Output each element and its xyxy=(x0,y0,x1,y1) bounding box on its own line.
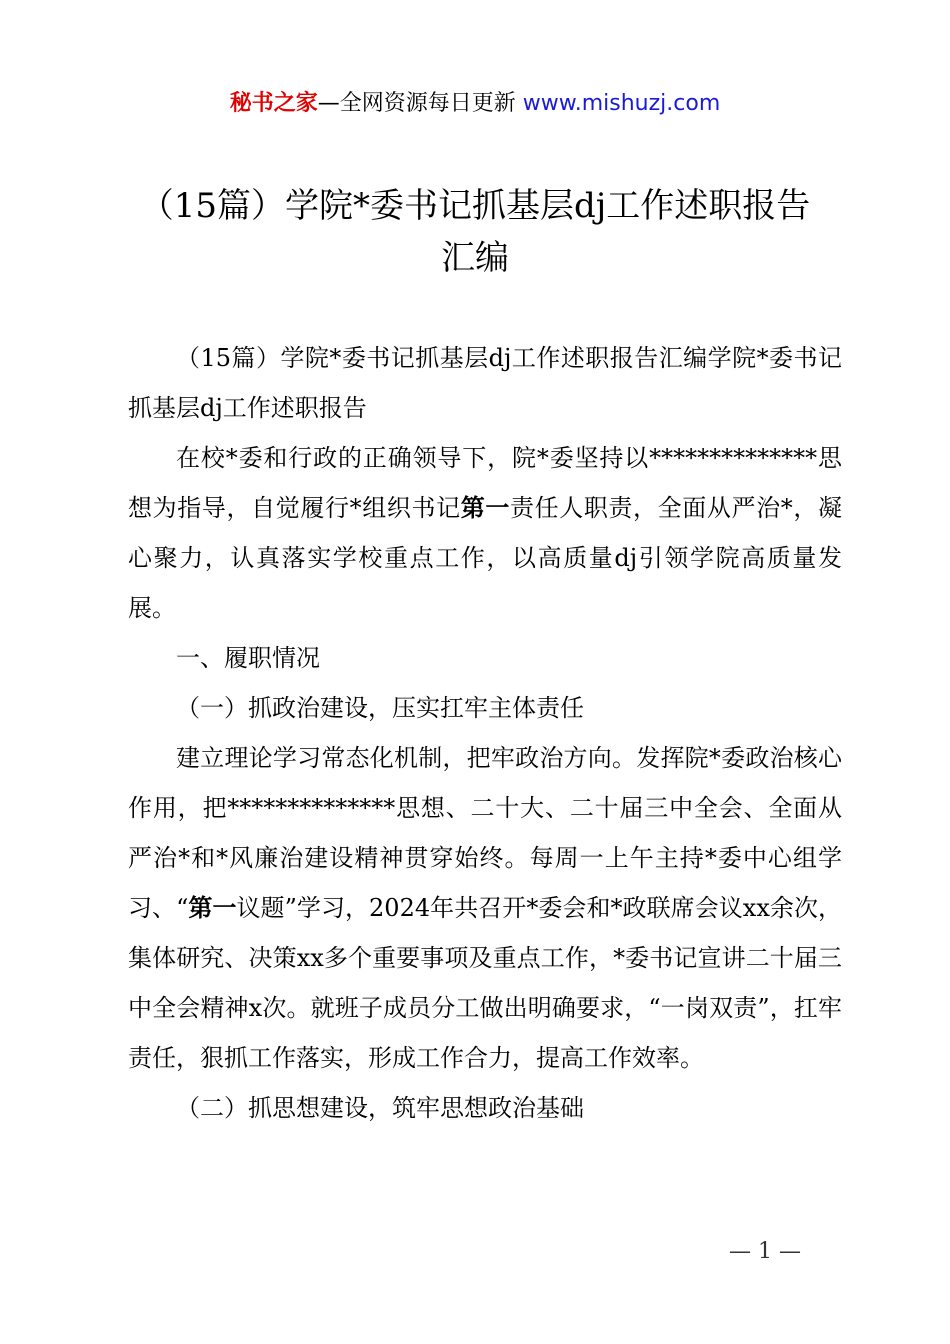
document-body xyxy=(128,333,842,1133)
site-url-link[interactable]: www.mishuzj.com xyxy=(522,91,721,116)
overview-paragraph xyxy=(128,433,842,633)
political-bold-text: 第一 xyxy=(188,894,237,922)
political-text-part-2: 议题”学习，2024年共召开*委会和*政联席会议xx余次，集体研究、决策xx多个重要事项及重点工作，*委书记宣讲二十届三中全会精神x次。就班子成员分工做出明确要求，“一岗双责”，扛牢责任，狠抓工作落实，形成工作合力，提高工作效率。 xyxy=(128,894,842,1072)
political-building-paragraph xyxy=(128,733,842,1083)
site-header xyxy=(0,86,950,122)
document-title xyxy=(110,180,840,284)
page-number: — 1 — xyxy=(729,1239,801,1264)
site-brand: 秘书之家 xyxy=(229,91,318,116)
overview-bold-text: 第一 xyxy=(460,494,510,522)
overview-text-part-2: 责任人职责，全面从严治*，凝心聚力，认真落实学校重点工作，以高质量dj引领学院高质量发展。 xyxy=(128,494,843,622)
site-tagline: —全网资源每日更新 xyxy=(317,91,516,116)
political-text-part-1: 建立理论学习常态化机制，把牢政治方向。发挥院*委政治核心作用，把**************思想、二十大、二十届三中全会、全面从严治*和*风廉治建设精神贯穿始终。每周一上午主持*委中心组学习、“ xyxy=(128,744,842,922)
overview-text-part-1: 在校*委和行政的正确领导下，院*委坚持以**************思想为指导，自觉履行*组织书记 xyxy=(128,444,842,522)
section-heading-1: 一、履职情况 xyxy=(176,644,320,672)
title-line-1: （15篇）学院*委书记抓基层dj工作述职报告 xyxy=(139,186,811,226)
intro-paragraph: （15篇）学院*委书记抓基层dj工作述职报告汇编学院*委书记抓基层dj工作述职报告 xyxy=(128,344,842,422)
subsection-heading-2: （二）抓思想建设，筑牢思想政治基础 xyxy=(176,1094,584,1122)
title-line-2: 汇编 xyxy=(441,238,509,278)
subsection-heading-1: （一）抓政治建设，压实扛牢主体责任 xyxy=(176,694,584,722)
